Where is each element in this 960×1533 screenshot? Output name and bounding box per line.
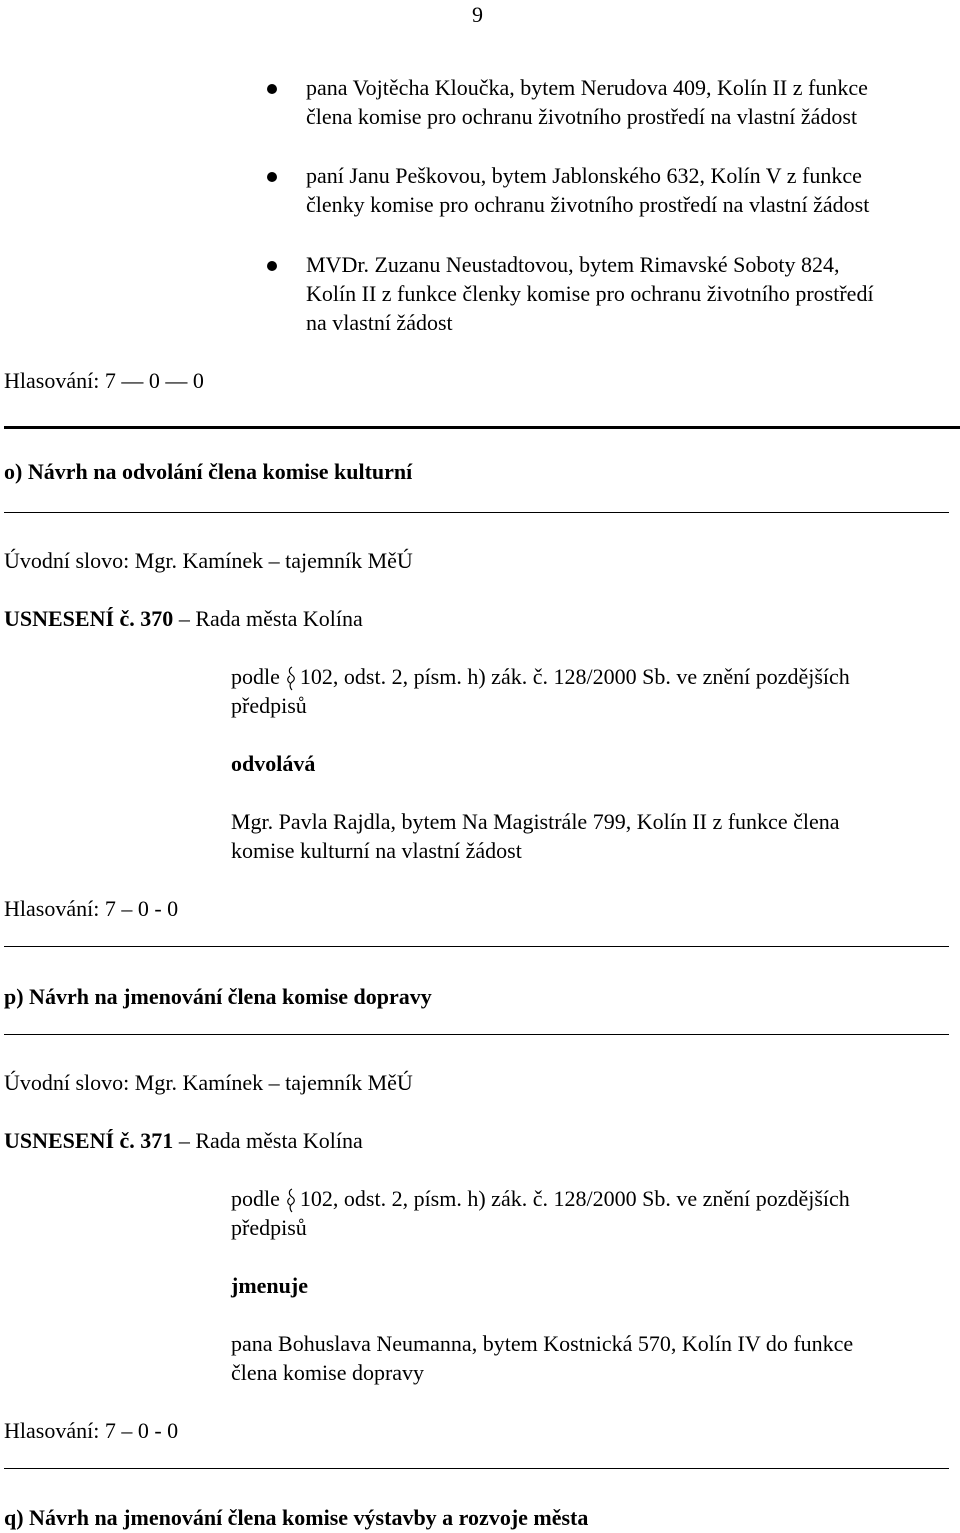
section-divider	[4, 1034, 949, 1035]
bullet-item-3-line-3: na vlastní žádost	[306, 310, 453, 335]
resolution-detail-o-line-2: komise kulturní na vlastní žádost	[231, 838, 522, 863]
bullet-item-3-line-2: Kolín II z funkce členky komise pro ochranu životního prostředí	[306, 281, 874, 306]
intro-speaker-p: Úvodní slovo: Mgr. Kamínek – tajemník MěÚ	[4, 1070, 413, 1095]
bullet-item-2-line-1: paní Janu Peškovou, bytem Jablonského 632, Kolín V z funkce	[306, 163, 862, 188]
resolution-line-p	[4, 1126, 363, 1155]
resolution-number-p: USNESENÍ č. 371	[4, 1128, 174, 1153]
resolution-line-o	[4, 604, 363, 633]
legal-basis-p	[231, 1184, 850, 1215]
vote-result-p: Hlasování: 7 – 0 - 0	[4, 1418, 179, 1443]
bullet-item-3-line-1: MVDr. Zuzanu Neustadtovou, bytem Rimavské Soboty 824,	[306, 252, 840, 277]
resolution-verb-o: odvolává	[231, 751, 316, 776]
intro-speaker-o: Úvodní slovo: Mgr. Kamínek – tajemník MěÚ	[4, 548, 413, 573]
legal-basis-b-o: 102, odst. 2, písm. h) zák. č. 128/2000 Sb. ve znění pozdějších	[299, 664, 850, 689]
bullet-item-1-line-1: pana Vojtěcha Kloučka, bytem Nerudova 409, Kolín II z funkce	[306, 75, 868, 100]
section-sign-icon	[286, 1187, 296, 1215]
vote-result: Hlasování: 7 — 0 — 0	[4, 368, 204, 393]
section-heading-o: o) Návrh na odvolání člena komise kulturní	[4, 459, 413, 484]
legal-basis-cont-p: předpisů	[231, 1215, 307, 1240]
resolution-detail-p-line-2: člena komise dopravy	[231, 1360, 425, 1385]
legal-basis-cont-o: předpisů	[231, 693, 307, 718]
resolution-detail-o-line-1: Mgr. Pavla Rajdla, bytem Na Magistrále 799, Kolín II z funkce člena	[231, 809, 840, 834]
bullet-dot	[267, 261, 277, 271]
section-divider-thick	[4, 426, 960, 429]
section-heading-p: p) Návrh na jmenování člena komise dopravy	[4, 984, 432, 1009]
section-heading-q: q) Návrh na jmenování člena komise výstavby a rozvoje města	[4, 1505, 589, 1530]
bullet-dot	[267, 84, 277, 94]
section-divider	[4, 946, 949, 947]
vote-result-o: Hlasování: 7 – 0 - 0	[4, 896, 179, 921]
page-number: 9	[472, 2, 483, 27]
section-divider	[4, 512, 949, 513]
resolution-body-o: – Rada města Kolína	[173, 606, 363, 631]
bullet-item-2-line-2: členky komise pro ochranu životního prostředí na vlastní žádost	[306, 192, 870, 217]
legal-basis-b-p: 102, odst. 2, písm. h) zák. č. 128/2000 Sb. ve znění pozdějších	[299, 1186, 850, 1211]
resolution-body-p: – Rada města Kolína	[173, 1128, 363, 1153]
resolution-detail-p-line-1: pana Bohuslava Neumanna, bytem Kostnická 570, Kolín IV do funkce	[231, 1331, 854, 1356]
bullet-item-1-line-2: člena komise pro ochranu životního prostředí na vlastní žádost	[306, 104, 858, 129]
resolution-verb-p: jmenuje	[231, 1273, 308, 1298]
section-divider	[4, 1468, 949, 1469]
resolution-number-o: USNESENÍ č. 370	[4, 606, 174, 631]
legal-basis-a-p: podle	[231, 1186, 280, 1211]
section-sign-icon	[286, 665, 296, 693]
legal-basis-o	[231, 662, 850, 693]
bullet-dot	[267, 172, 277, 182]
legal-basis-a-o: podle	[231, 664, 280, 689]
